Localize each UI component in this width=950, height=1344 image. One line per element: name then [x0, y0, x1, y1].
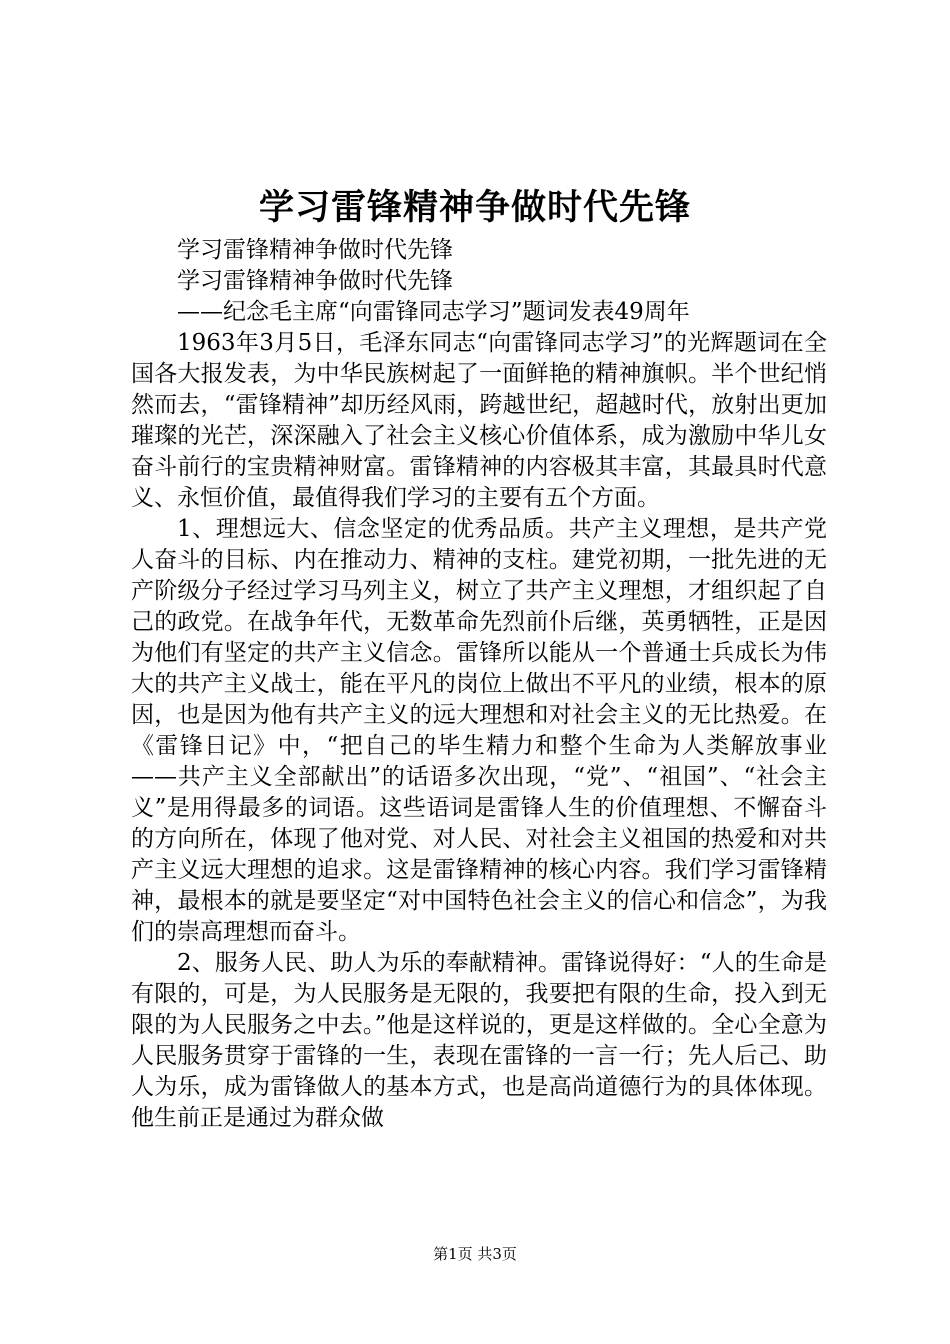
paragraph: 1、理想远大、信念坚定的优秀品质。共产主义理想，是共产党人奋斗的目标、内在推动力、精神的支柱。建党初期，一批先进的无产阶级分子经过学习马列主义，树立了共产主义理想，才组织起了自己的政党。在战争年代，无数革命先烈前仆后继，英勇牺牲，正是因为他们有坚定的共产主义信念。雷锋所以能从一个普通士兵成长为伟大的共产主义战士，能在平凡的岗位上做出不平凡的业绩，根本的原因，也是因为他有共产主义的远大理想和对社会主义的无比热爱。在《雷锋日记》中，“把自己的毕生精力和整个生命为人类解放事业——共产主义全部献出”的话语多次出现，“党”、“祖国”、“社会主义”是用得最多的词语。这些语词是雷锋人生的价值理想、不懈奋斗的方向所在，体现了他对党、对人民、对社会主义祖国的热爱和对共产主义远大理想的追求。这是雷锋精神的核心内容。我们学习雷锋精神，最根本的就是要坚定“对中国特色社会主义的信心和信念”，为我们的崇高理想而奋斗。 — [131, 516, 827, 945]
paragraph: 学习雷锋精神争做时代先锋 — [177, 268, 453, 294]
document-body — [131, 235, 827, 1134]
page-footer: 第1页 共3页 — [433, 1245, 517, 1263]
paragraph: ——纪念毛主席“向雷锋同志学习”题词发表49周年 — [177, 299, 690, 325]
paragraph: 1963年3月5日，毛泽东同志“向雷锋同志学习”的光辉题词在全国各大报发表，为中华民族树起了一面鲜艳的精神旗帜。半个世纪悄然而去，“雷锋精神”却历经风雨，跨越世纪，超越时代，放射出更加璀璨的光芒，深深融入了社会主义核心价值体系，成为激励中华儿女奋斗前行的宝贵精神财富。雷锋精神的内容极其丰富，其最具时代意义、永恒价值，最值得我们学习的主要有五个方面。 — [131, 330, 827, 511]
paragraph: 2、服务人民、助人为乐的奉献精神。雷锋说得好：“人的生命是有限的，可是，为人民服务是无限的，我要把有限的生命，投入到无限的为人民服务之中去。”他是这样说的，更是这样做的。全心全意为人民服务贯穿于雷锋的一生，表现在雷锋的一言一行；先人后己、助人为乐，成为雷锋做人的基本方式，也是高尚道德行为的具体体现。他生前正是通过为群众做 — [131, 950, 827, 1131]
paragraph: 学习雷锋精神争做时代先锋 — [177, 237, 453, 263]
document-title: 学习雷锋精神争做时代先锋 — [258, 187, 691, 228]
